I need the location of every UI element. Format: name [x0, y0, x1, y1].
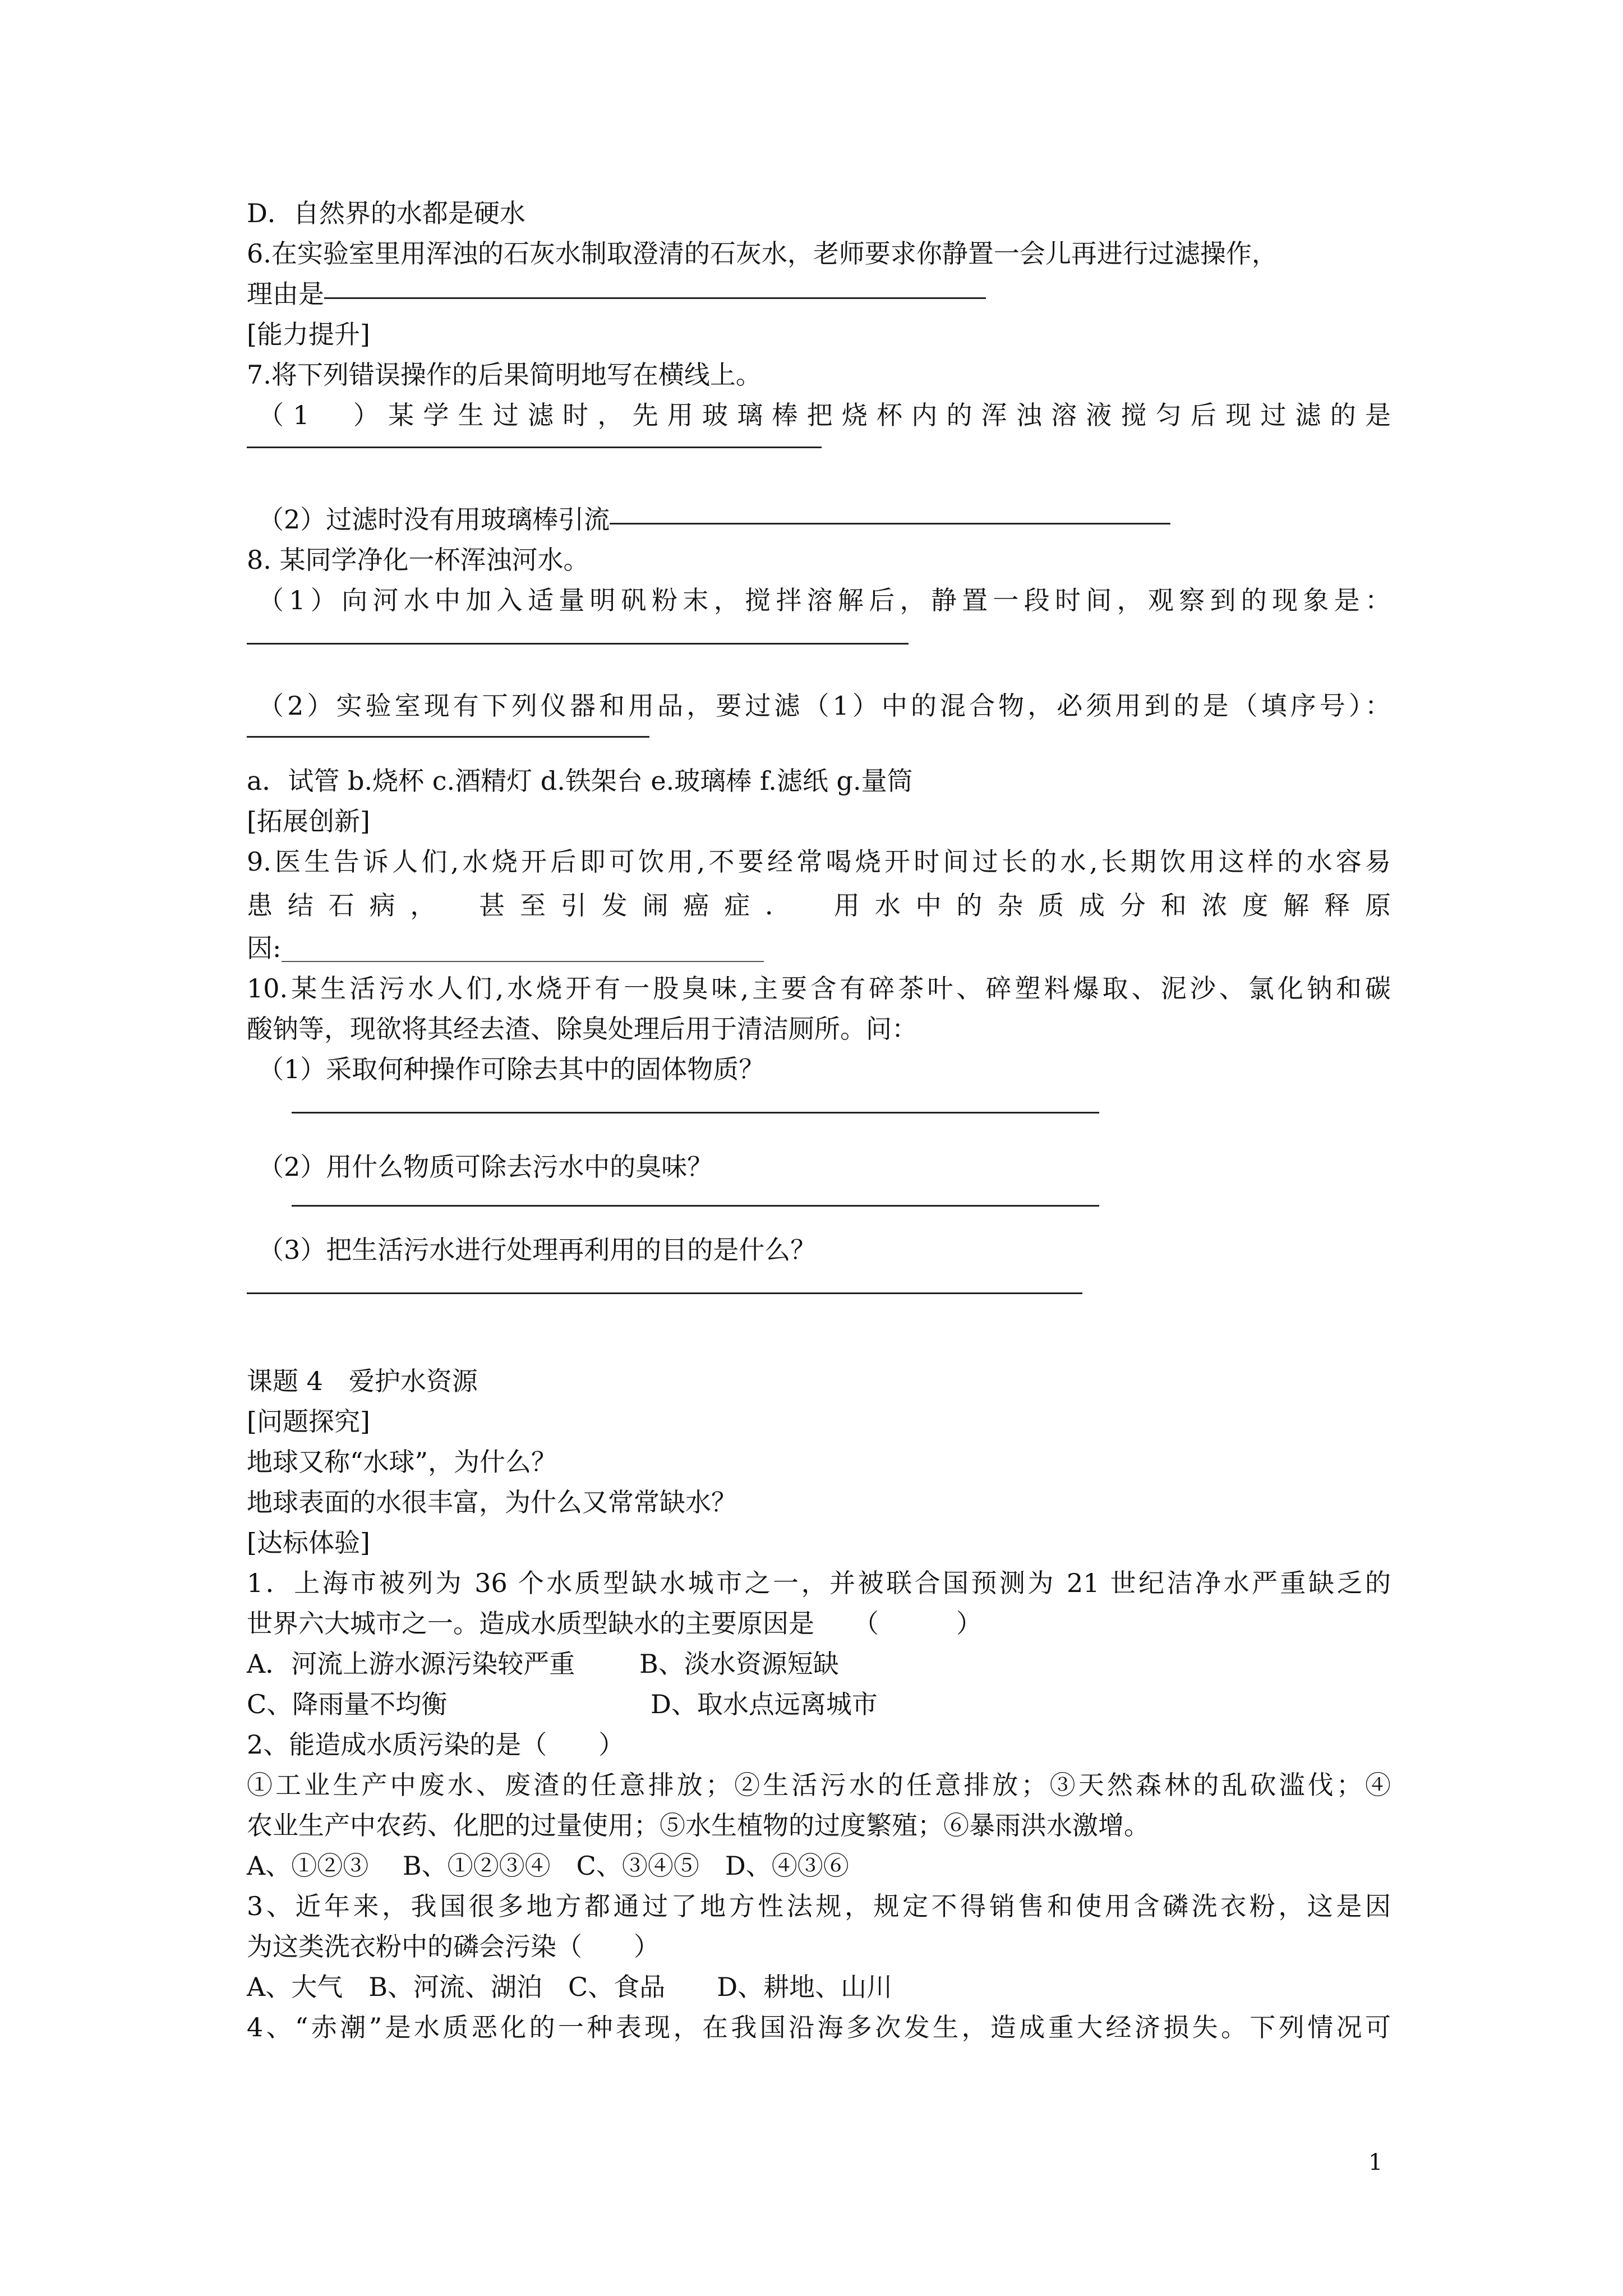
- q10-text-cont: 酸钠等，现欲将其经去渣、除臭处理后用于清洁厕所。问：: [247, 1014, 917, 1044]
- page-number: 1: [1368, 2150, 1383, 2175]
- test-q1-cont: 世界六大城市之一。造成水质型缺水的主要原因是 （ ）: [247, 1608, 982, 1639]
- test-q3-options: A、大气 B、河流、湖泊 C、食品 D、耕地、山川: [247, 1972, 893, 2002]
- q6-text-cont: [247, 277, 1391, 311]
- section-ability: [能力提升]: [247, 319, 370, 349]
- q6-reason-label: 理由是: [247, 279, 324, 309]
- q10-part1-blank: [292, 1112, 1099, 1114]
- q6-text: 6.在实验室里用浑浊的石灰水制取澄清的石灰水，老师要求你静置一会儿再进行过滤操作，: [247, 238, 1278, 269]
- test-q1-option-d: D、取水点远离城市: [651, 1689, 878, 1719]
- q5-option-d: D．自然界的水都是硬水: [247, 198, 525, 228]
- q7-text: 7.将下列错误操作的后果简明地写在横线上。: [247, 360, 762, 390]
- q6-answer-blank: [324, 297, 986, 299]
- q10-part1: （1）采取何种操作可除去其中的固体物质？: [258, 1054, 765, 1084]
- q8-part1-blank: [247, 643, 909, 645]
- q9-text: 9.医生告诉人们,水烧开后即可饮用,不要经常喝烧开时间过长的水,长期饮用这样的水容易: [247, 846, 1391, 877]
- section-extension: [拓展创新]: [247, 806, 370, 836]
- test-q1-option-c: C、降雨量不均衡: [247, 1689, 448, 1719]
- test-q2-items: ①工业生产中废水、废渣的任意排放；②生活污水的任意排放；③天然森林的乱砍滥伐；④: [247, 1770, 1391, 1800]
- test-q2-options: A、①②③ B、①②③④ C、③④⑤ D、④③⑥: [247, 1851, 849, 1881]
- q8-part1: （1）向河水中加入适量明矾粉末，搅拌溶解后，静置一段时间，观察到的现象是：: [258, 585, 1391, 615]
- test-q2-items-cont: 农业生产中农药、化肥的过量使用；⑤水生植物的过度繁殖；⑥暴雨洪水激增。: [247, 1810, 1150, 1841]
- test-q2: 2、能造成水质污染的是（ ）: [247, 1729, 625, 1760]
- test-q1-options-cd: [247, 1687, 1391, 1721]
- q8-options: a．试管 b.烧杯 c.酒精灯 d.铁架台 e.玻璃棒 f.滤纸 g.量筒: [247, 766, 913, 796]
- q7-part1-blank: [247, 447, 822, 448]
- q10-text: 10.某生活污水人们,水烧开有一股臭味,主要含有碎茶叶、碎塑料爆取、泥沙、氯化钠和碳: [247, 973, 1391, 1004]
- q9-reason-label: 因:: [247, 933, 282, 963]
- test-q1: 1．上海市被列为 36 个水质型缺水城市之一，并被联合国预测为 21 世纪洁净水严重缺乏的: [247, 1568, 1391, 1598]
- q9-reason: [247, 931, 1391, 965]
- q10-part3-blank: [247, 1292, 1082, 1294]
- test-q3: 3、近年来，我国很多地方都通过了地方性法规，规定不得销售和使用含磷洗衣粉，这是因: [247, 1891, 1391, 1921]
- q10-part2: （2）用什么物质可除去污水中的臭味？: [258, 1152, 713, 1182]
- q8-part2: （2）实验室现有下列仪器和用品，要过滤（1）中的混合物，必须用到的是（填序号）：: [258, 691, 1391, 721]
- q7-part2: [258, 503, 1402, 536]
- inquiry-question-1: 地球又称“水球”，为什么？: [247, 1447, 557, 1477]
- q9-answer-blank: [282, 961, 764, 962]
- q9-text-cont: 患结石病， 甚至引发闹癌症． 用水中的杂质成分和浓度解释原: [247, 890, 1391, 921]
- q7-part2-blank: [610, 523, 1170, 524]
- q10-part3: （3）把生活污水进行处理再利用的目的是什么？: [258, 1235, 817, 1265]
- lesson-title: 课题 4 爱护水资源: [247, 1366, 478, 1396]
- q7-part1: （1 ）某学生过滤时，先用玻璃棒把烧杯内的浑浊溶液搅匀后现过滤的是: [258, 400, 1391, 430]
- test-q1-options-ab: [247, 1647, 1391, 1681]
- section-standard-test: [达标体验]: [247, 1527, 370, 1558]
- q10-part2-blank: [292, 1205, 1099, 1207]
- test-q3-cont: 为这类洗衣粉中的磷会污染（ ）: [247, 1931, 660, 1962]
- section-inquiry: [问题探究]: [247, 1406, 370, 1437]
- q7-part2-label: （2）过滤时没有用玻璃棒引流: [258, 504, 610, 535]
- q8-text: 8. 某同学净化一杯浑浊河水。: [247, 545, 589, 575]
- test-q4: 4、“赤潮”是水质恶化的一种表现，在我国沿海多次发生，造成重大经济损失。下列情况可: [247, 2012, 1391, 2042]
- inquiry-question-2: 地球表面的水很丰富，为什么又常常缺水？: [247, 1487, 737, 1517]
- test-q1-option-a: A．河流上游水源污染较严重: [247, 1649, 575, 1679]
- test-q1-option-b: B、淡水资源短缺: [639, 1649, 839, 1679]
- q8-part2-blank: [247, 736, 649, 738]
